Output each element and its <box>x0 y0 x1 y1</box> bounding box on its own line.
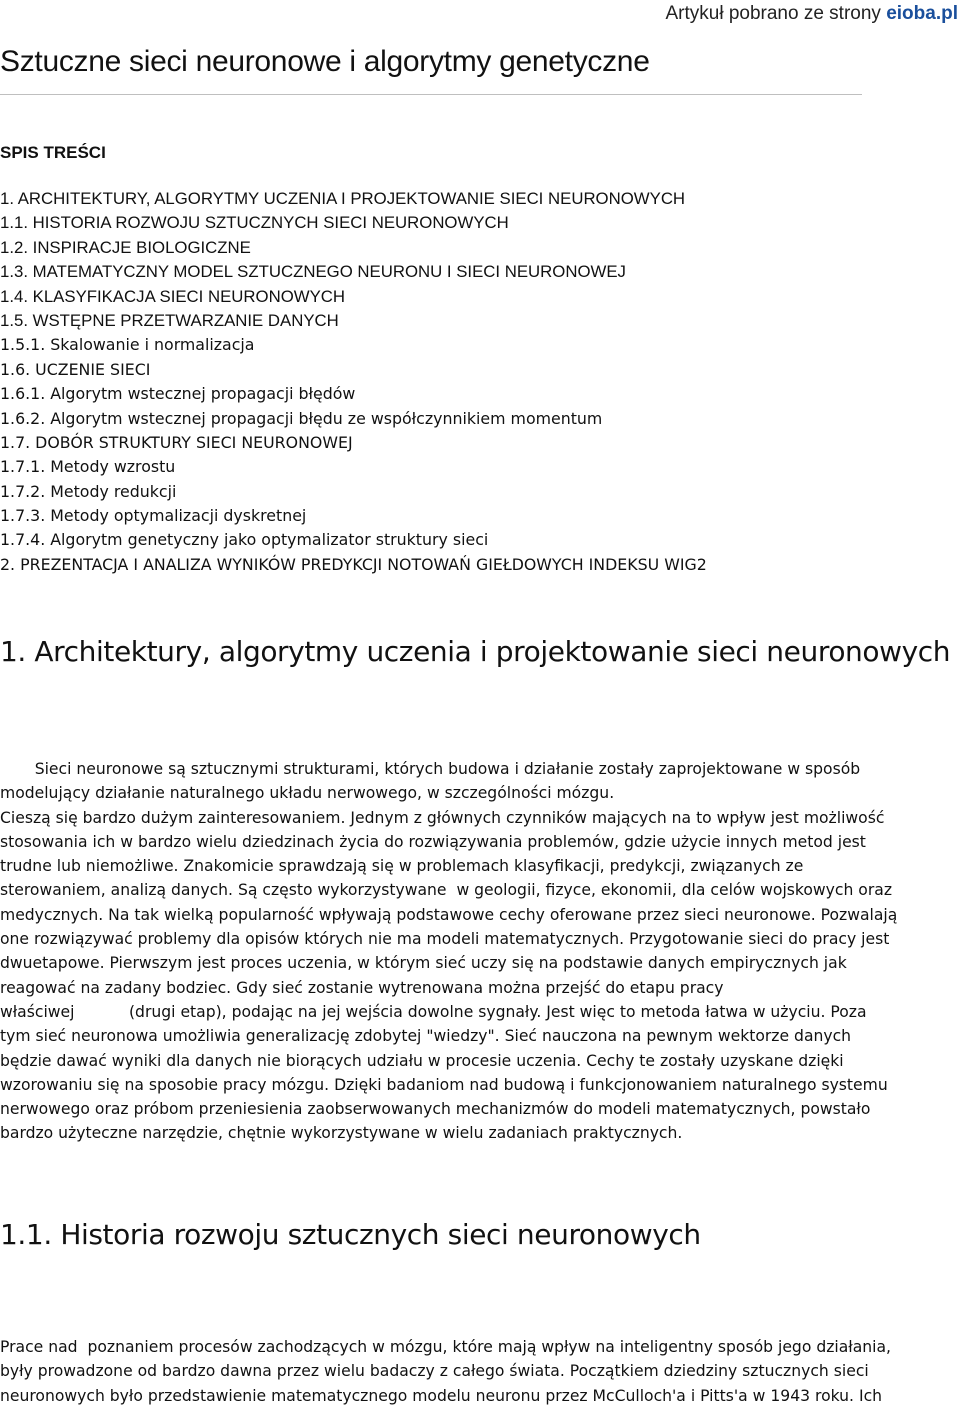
paragraph-line: Prace nad poznaniem procesów zachodzących w mózgu, które mają wpływ na inteligentny sposób jego działania, <box>0 1338 892 1356</box>
toc-heading: SPIS TREŚCI <box>0 143 106 162</box>
subsection-paragraph <box>0 1335 891 1408</box>
toc-link[interactable]: 1.7.1. Metody wzrostu <box>0 457 176 477</box>
paragraph-line: one rozwiązywać problemy dla opisów których nie ma modeli matematycznych. Przygotowanie sieci do pracy jest <box>0 930 890 949</box>
paragraph-line: będzie dawać wyniki dla danych nie biorących udziału w procesie uczenia. Cechy te zostały uzyskane dzięki <box>0 1051 844 1070</box>
toc-link[interactable]: 1.4. KLASYFIKACJA SIECI NEURONOWYCH <box>0 286 346 306</box>
toc-link[interactable]: 1.2. INSPIRACJE BIOLOGICZNE <box>0 237 251 257</box>
paragraph-line: nerwowego oraz próbom przeniesienia zaobserwowanych mechanizmów do modeli matematycznych, powstało <box>0 1100 871 1119</box>
toc-item[interactable] <box>0 260 707 284</box>
toc-link[interactable]: 1.5. WSTĘPNE PRZETWARZANIE DANYCH <box>0 310 339 330</box>
toc-item[interactable] <box>0 480 707 504</box>
section-heading: 1. Architektury, algorytmy uczenia i projektowanie sieci neuronowych <box>0 635 951 668</box>
toc-link[interactable]: 1.6.2. Algorytm wstecznej propagacji błędu ze współczynnikiem momentum <box>0 408 603 428</box>
paragraph-line: sterowaniem, analizą danych. Są często wykorzystywane w geologii, fizyce, ekonomii, dla celów wojskowych oraz <box>0 881 893 900</box>
paragraph-line: modelujący działanie naturalnego układu nerwowego, w szczególności mózgu. <box>0 784 615 803</box>
source-banner-prefix: Artykuł pobrano ze strony <box>665 3 887 24</box>
paragraph-line: medycznych. Na tak wielką popularność wpływają podstawowe cechy oferowane przez sieci neuronowe. Pozwalają <box>0 905 898 924</box>
toc-item[interactable] <box>0 431 707 455</box>
source-site-link[interactable]: eioba.pl <box>886 3 958 24</box>
toc-link[interactable]: 1.7.4. Algorytm genetyczny jako optymalizator struktury sieci <box>0 530 489 550</box>
toc-item[interactable] <box>0 333 707 357</box>
paragraph-line: stosowania ich w bardzo wielu dziedzinach życia do rozwiązywania problemów, gdzie użycie innych metod jest <box>0 832 866 851</box>
toc-link[interactable]: 2. PREZENTACJA I ANALIZA WYNIKÓW PREDYKCJI NOTOWAŃ GIEŁDOWYCH INDEKSU WIG2 <box>0 554 707 574</box>
toc-link[interactable]: 1.6.1. Algorytm wstecznej propagacji błędów <box>0 384 356 404</box>
toc-item[interactable] <box>0 528 707 552</box>
toc-item[interactable] <box>0 187 707 211</box>
paragraph-line: właściwej (drugi etap), podając na jej wejścia dowolne sygnały. Jest więc to metoda łatwa w użyciu. Poza <box>0 1002 867 1021</box>
toc-link[interactable]: 1.7.3. Metody optymalizacji dyskretnej <box>0 506 307 526</box>
paragraph-line: wzorowaniu się na sposobie pracy mózgu. Dzięki badaniom nad budową i funkcjonowaniem naturalnego systemu <box>0 1075 888 1094</box>
toc-link[interactable]: 1.6. UCZENIE SIECI <box>0 359 151 379</box>
document-title: Sztuczne sieci neuronowe i algorytmy genetyczne <box>0 45 650 78</box>
toc-item[interactable] <box>0 236 707 260</box>
table-of-contents <box>0 187 707 577</box>
toc-item[interactable] <box>0 285 707 309</box>
toc-link[interactable]: 1.7. DOBÓR STRUKTURY SIECI NEURONOWEJ <box>0 432 353 452</box>
paragraph-line: Sieci neuronowe są sztucznymi strukturami, których budowa i działanie zostały zaprojektowane w sposób <box>0 760 861 778</box>
paragraph-line: reagować na zadany bodziec. Gdy sieć zostanie wytrenowana można przejść do etapu pracy <box>0 978 724 997</box>
toc-item[interactable] <box>0 455 707 479</box>
toc-item[interactable] <box>0 553 707 577</box>
source-banner <box>665 3 958 25</box>
toc-item[interactable] <box>0 358 707 382</box>
subsection-heading: 1.1. Historia rozwoju sztucznych sieci neuronowych <box>0 1218 701 1251</box>
paragraph-line: neuronowych było przedstawienie matematycznego modelu neuronu przez McCulloch'a i Pitts'a w 1943 roku. Ich <box>0 1386 883 1405</box>
paragraph-line: tym sieć neuronowa umożliwia generalizację zdobytej "wiedzy". Sieć nauczona na pewnym wektorze danych <box>0 1027 852 1046</box>
toc-item[interactable] <box>0 382 707 406</box>
paragraph-line: bardzo użyteczne narzędzie, chętnie wykorzystywane w wielu zadaniach praktycznych. <box>0 1124 683 1143</box>
toc-link[interactable]: 1.3. MATEMATYCZNY MODEL SZTUCZNEGO NEURONU I SIECI NEURONOWEJ <box>0 262 626 282</box>
toc-link[interactable]: 1.5.1. Skalowanie i normalizacja <box>0 335 255 355</box>
title-divider <box>0 94 862 95</box>
paragraph-line: Cieszą się bardzo dużym zainteresowaniem. Jednym z głównych czynników mających na to wpływ jest możliwość <box>0 808 885 827</box>
toc-item[interactable] <box>0 407 707 431</box>
toc-item[interactable] <box>0 504 707 528</box>
paragraph-line: były prowadzone od bardzo dawna przez wielu badaczy z całego świata. Początkiem dziedziny sztucznych sieci <box>0 1362 869 1381</box>
toc-link[interactable]: 1.1. HISTORIA ROZWOJU SZTUCZNYCH SIECI NEURONOWYCH <box>0 213 509 233</box>
paragraph-line: dwuetapowe. Pierwszym jest proces uczenia, w którym sieć uczy się na podstawie danych empirycznych jak <box>0 954 847 973</box>
toc-item[interactable] <box>0 211 707 235</box>
toc-link[interactable]: 1. ARCHITEKTURY, ALGORYTMY UCZENIA I PROJEKTOWANIE SIECI NEURONOWYCH <box>0 189 686 208</box>
toc-link[interactable]: 1.7.2. Metody redukcji <box>0 481 177 501</box>
toc-item[interactable] <box>0 309 707 333</box>
paragraph-line: trudne lub niemożliwe. Znakomicie sprawdzają się w problemach klasyfikacji, predykcji, związanych ze <box>0 857 804 876</box>
section-paragraph <box>0 757 897 1146</box>
